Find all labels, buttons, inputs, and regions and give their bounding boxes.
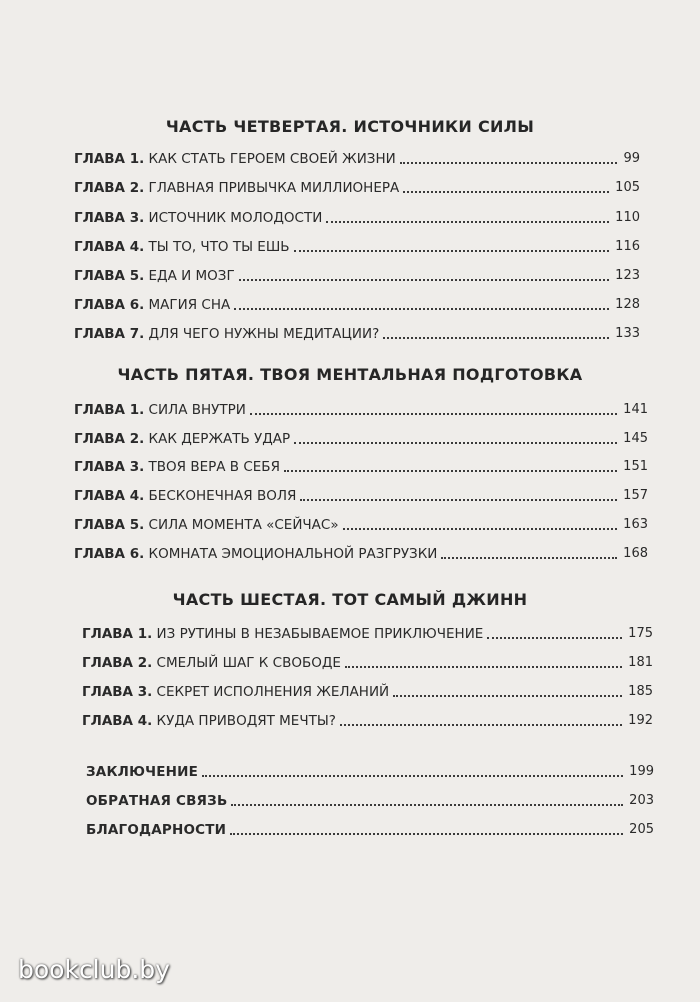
- part-title: ЧАСТЬ ЧЕТВЕРТАЯ. ИСТОЧНИКИ СИЛЫ: [165, 117, 535, 136]
- dot-leader: [239, 279, 609, 281]
- chapter-title: ДЛЯ ЧЕГО НУЖНЫ МЕДИТАЦИИ?: [148, 326, 380, 342]
- page-number: 163: [623, 517, 648, 532]
- chapter-number: ГЛАВА 5.: [74, 268, 145, 284]
- toc-entry: [74, 293, 640, 313]
- section-title: БЛАГОДАРНОСТИ: [86, 822, 227, 838]
- chapter-title: СЕКРЕТ ИСПОЛНЕНИЯ ЖЕЛАНИЙ: [156, 684, 390, 700]
- chapter-title: ГЛАВНАЯ ПРИВЫЧКА МИЛЛИОНЕРА: [148, 180, 400, 196]
- toc-entry: [74, 484, 648, 504]
- dot-leader: [234, 308, 609, 310]
- toc-entry: [86, 818, 654, 838]
- toc-entry: [74, 264, 640, 284]
- dot-leader: [294, 442, 617, 444]
- page-number: 133: [615, 326, 640, 341]
- page-number: 181: [628, 655, 653, 670]
- page-number: 99: [623, 151, 640, 166]
- toc-entry: [74, 176, 640, 196]
- dot-leader: [326, 221, 609, 223]
- chapter-number: ГЛАВА 2.: [82, 655, 153, 671]
- part-title: ЧАСТЬ ШЕСТАЯ. ТОТ САМЫЙ ДЖИНН: [172, 590, 528, 609]
- chapter-number: ГЛАВА 2.: [74, 431, 145, 447]
- chapter-number: ГЛАВА 3.: [82, 684, 153, 700]
- chapter-number: ГЛАВА 1.: [82, 626, 153, 642]
- chapter-number: ГЛАВА 3.: [74, 210, 145, 226]
- chapter-title: ТЫ ТО, ЧТО ТЫ ЕШЬ: [148, 239, 290, 255]
- chapter-number: ГЛАВА 5.: [74, 517, 145, 533]
- dot-leader: [300, 499, 617, 501]
- toc-entry: [82, 651, 653, 671]
- page-number: 185: [628, 684, 653, 699]
- chapter-title: ЕДА И МОЗГ: [148, 268, 235, 284]
- toc-entry: [74, 147, 640, 167]
- dot-leader: [393, 695, 622, 697]
- section-title: ОБРАТНАЯ СВЯЗЬ: [86, 793, 228, 809]
- page-number: 205: [629, 822, 654, 837]
- chapter-title: ИЗ РУТИНЫ В НЕЗАБЫВАЕМОЕ ПРИКЛЮЧЕНИЕ: [156, 626, 484, 642]
- toc-entry: [74, 398, 648, 418]
- toc-entry: [86, 789, 654, 809]
- toc-entry: [74, 542, 648, 562]
- page-number: 168: [623, 546, 648, 561]
- chapter-title: ИСТОЧНИК МОЛОДОСТИ: [148, 210, 323, 226]
- page-number: 199: [629, 764, 654, 779]
- chapter-number: ГЛАВА 1.: [74, 151, 145, 167]
- dot-leader: [294, 250, 610, 252]
- dot-leader: [403, 191, 609, 193]
- dot-leader: [231, 804, 623, 806]
- page-number: 175: [628, 626, 653, 641]
- dot-leader: [202, 775, 623, 777]
- dot-leader: [487, 637, 622, 639]
- dot-leader: [230, 833, 623, 835]
- chapter-title: МАГИЯ СНА: [148, 297, 231, 313]
- dot-leader: [383, 337, 609, 339]
- watermark: bookclub.by: [18, 955, 170, 984]
- page-number: 192: [628, 713, 653, 728]
- chapter-title: КАК СТАТЬ ГЕРОЕМ СВОЕЙ ЖИЗНИ: [148, 151, 396, 167]
- chapter-number: ГЛАВА 3.: [74, 459, 145, 475]
- page-number: 123: [615, 268, 640, 283]
- chapter-number: ГЛАВА 2.: [74, 180, 145, 196]
- toc-entry: [74, 427, 648, 447]
- chapter-number: ГЛАВА 7.: [74, 326, 145, 342]
- page-number: 157: [623, 488, 648, 503]
- dot-leader: [250, 413, 617, 415]
- dot-leader: [343, 528, 618, 530]
- part-title: ЧАСТЬ ПЯТАЯ. ТВОЯ МЕНТАЛЬНАЯ ПОДГОТОВКА: [117, 365, 583, 384]
- chapter-title: СМЕЛЫЙ ШАГ К СВОБОДЕ: [156, 655, 341, 671]
- chapter-title: КОМНАТА ЭМОЦИОНАЛЬНОЙ РАЗГРУЗКИ: [148, 546, 438, 562]
- toc-entry: [86, 760, 654, 780]
- chapter-title: КУДА ПРИВОДЯТ МЕЧТЫ?: [156, 713, 336, 729]
- page-number: 203: [629, 793, 654, 808]
- page-number: 128: [615, 297, 640, 312]
- page-number: 141: [623, 402, 648, 417]
- chapter-title: ТВОЯ ВЕРА В СЕБЯ: [148, 459, 280, 475]
- page-number: 105: [615, 180, 640, 195]
- chapter-title: СИЛА МОМЕНТА «СЕЙЧАС»: [148, 517, 339, 533]
- chapter-number: ГЛАВА 4.: [74, 488, 145, 504]
- toc-entry: [74, 455, 648, 475]
- dot-leader: [345, 666, 622, 668]
- chapter-title: БЕСКОНЕЧНАЯ ВОЛЯ: [148, 488, 297, 504]
- toc-entry: [82, 709, 653, 729]
- page-number: 145: [623, 431, 648, 446]
- toc-entry: [82, 622, 653, 642]
- chapter-number: ГЛАВА 6.: [74, 297, 145, 313]
- toc-entry: [74, 206, 640, 226]
- dot-leader: [340, 724, 622, 726]
- dot-leader: [400, 162, 618, 164]
- dot-leader: [441, 557, 617, 559]
- chapter-number: ГЛАВА 6.: [74, 546, 145, 562]
- chapter-number: ГЛАВА 4.: [74, 239, 145, 255]
- section-title: ЗАКЛЮЧЕНИЕ: [86, 764, 199, 780]
- toc-entry: [74, 513, 648, 533]
- chapter-number: ГЛАВА 1.: [74, 402, 145, 418]
- toc-entry: [82, 680, 653, 700]
- chapter-number: ГЛАВА 4.: [82, 713, 153, 729]
- page-number: 116: [615, 239, 640, 254]
- toc-entry: [74, 235, 640, 255]
- chapter-title: СИЛА ВНУТРИ: [148, 402, 246, 418]
- chapter-title: КАК ДЕРЖАТЬ УДАР: [148, 431, 291, 447]
- dot-leader: [284, 470, 617, 472]
- toc-entry: [74, 322, 640, 342]
- page-number: 110: [615, 210, 640, 225]
- page-number: 151: [623, 459, 648, 474]
